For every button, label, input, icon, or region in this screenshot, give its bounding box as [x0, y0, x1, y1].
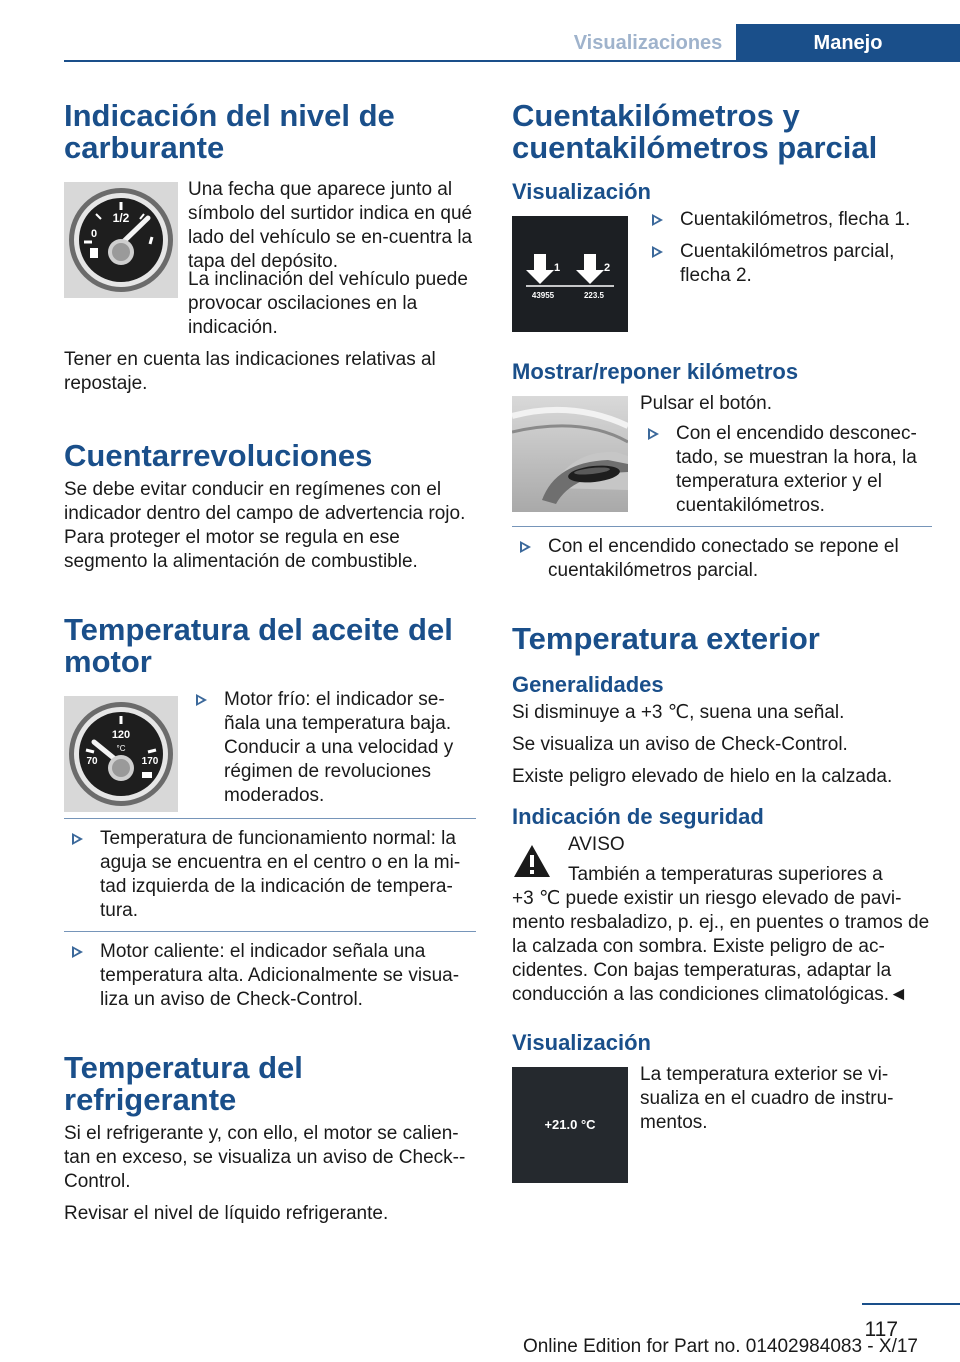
odo-title: Cuentakilómetros y cuentakilómetros parcial: [512, 98, 878, 165]
page-number: 117: [864, 1318, 898, 1341]
odo-fig-num-2: 2: [604, 262, 611, 274]
right-column: [512, 100, 932, 1183]
reset-text: [640, 392, 932, 526]
ext-p2: Se visualiza un aviso de Check-Control.: [512, 734, 848, 755]
oil-gauge-figure: [64, 696, 178, 812]
reset-list-1: [640, 422, 932, 518]
warning-head: [568, 833, 883, 887]
footer-rule: [862, 1303, 960, 1305]
odometer-figure: [512, 216, 628, 332]
fuel-p2: La inclinación del vehículo puede provocar oscilaciones en la indicación.: [188, 269, 468, 338]
footer-edition: Online Edition for Part no. 01402984083 - X/17: [522, 1336, 918, 1357]
oil-gauge-label-70: 70: [86, 756, 98, 767]
section-rev: [64, 440, 476, 574]
fuel-gauge-label-zero: 0: [90, 228, 98, 240]
ext-title: Temperatura exterior: [512, 621, 820, 656]
section-coolant: [64, 1052, 476, 1226]
coolant-title: Temperatura del refrigerante: [64, 1050, 303, 1117]
warning-text-1: También a temperaturas superiores a: [568, 864, 883, 885]
reset-button-figure: [512, 396, 628, 512]
ext-fig-temp: +21.0 °C: [544, 1117, 596, 1132]
odo-sub-reset: Mostrar/reponer kilómetros: [512, 359, 799, 384]
oil-bullet-2: Temperatura de funcionamiento normal: la aguja se encuentra en el centro o en la mi‐tad izquierda de la indicación de tempera‐tura.: [64, 827, 476, 923]
section-odometer: [512, 100, 932, 583]
reset-bullet-1: Con el encendido desconec‐tado, se muestran la hora, la temperatura exterior y el cuentakilómetros.: [640, 422, 932, 518]
reset-press: Pulsar el botón.: [640, 393, 773, 414]
odo-sub-visualizacion: Visualización: [512, 179, 651, 204]
ext-p4: La temperatura exterior se vi‐sualiza en el cuadro de instru‐mentos.: [640, 1064, 894, 1133]
ext-vis-row: [512, 1063, 932, 1183]
ext-p1: Si disminuye a +3 ℃, suena una señal.: [512, 702, 845, 723]
left-column: [64, 100, 476, 1234]
oil-gauge-label-unit: °C: [116, 744, 126, 753]
coolant-p1: Si el refrigerante y, con ello, el motor se calien‐tan en exceso, se visualiza un aviso de Check--Control.: [64, 1123, 466, 1192]
coolant-p2: Revisar el nivel de líquido refrigerante.: [64, 1203, 389, 1224]
section-oil: [64, 614, 476, 1012]
odo-bullet-1: Cuentakilómetros, flecha 1.: [644, 208, 932, 232]
fuel-p3: Tener en cuenta las indicaciones relativas al repostaje.: [64, 349, 436, 394]
reset-bullet-2: Con el encendido conectado se repone el cuentakilómetros parcial.: [512, 535, 932, 583]
rev-title: Cuentarrevoluciones: [64, 438, 373, 473]
ext-sub-safety: Indicación de seguridad: [512, 804, 764, 829]
oil-list-3: [64, 940, 476, 1012]
warning-triangle-icon: [512, 843, 552, 879]
oil-gauge-label-170: 170: [141, 756, 159, 767]
odo-row: [512, 209, 932, 332]
tab-visualizaciones[interactable]: Visualizaciones: [573, 32, 723, 54]
oil-bullet-1: Motor frío: el indicador se‐ñala una temperatura baja. Conducir a una velocidad y régimen de revoluciones moderados.: [188, 688, 476, 808]
fuel-gauge-figure: [64, 182, 178, 298]
section-fuel: [64, 100, 476, 396]
oil-bullet-3: Motor caliente: el indicador señala una temperatura alta. Adicionalmente se visua‐liza un aviso de Check-Control.: [64, 940, 476, 1012]
odo-fig-odo-value: 43955: [531, 291, 555, 300]
fuel-title: Indicación del nivel de carburante: [64, 98, 395, 165]
reset-list-2: [512, 535, 932, 583]
warning-row: [512, 833, 932, 887]
oil-list-1: [188, 688, 476, 816]
warning-title: AVISO: [568, 834, 625, 855]
ext-p3: Existe peligro elevado de hielo en la calzada.: [512, 766, 893, 787]
oil-list-2: [64, 827, 476, 923]
rev-p1: Se debe evitar conducir en regímenes con el indicador dentro del campo de advertencia rojo. Para proteger el motor se regula en ese segmento la alimentación de combustible.: [64, 479, 466, 572]
ext-sub-visualizacion: Visualización: [512, 1030, 651, 1055]
header-rule: [64, 60, 960, 62]
oil-separator-2: [64, 931, 476, 932]
ext-sub-general: Generalidades: [512, 672, 664, 697]
fuel-p1: Una fecha que aparece junto al símbolo del surtidor indica en qué lado del vehículo se en‐cuentra la tapa del depósito.: [188, 179, 473, 272]
odo-list-1: [644, 208, 932, 296]
warning-text-2: +3 ℃ puede existir un riesgo elevado de pavi‐mento resbaladizo, p. ej., en puentes o tramos de la calzada con sombra. Existe peligro de ac‐cidentes. Con bajas temperaturas, adaptar la conducción a las condiciones climatológicas.◄: [512, 888, 930, 1005]
odo-bullet-2: Cuentakilómetros parcial, flecha 2.: [644, 240, 932, 288]
odo-fig-num-1: 1: [554, 262, 561, 274]
reset-separator: [512, 526, 932, 527]
oil-gauge-label-120: 120: [111, 729, 131, 741]
reset-row: [512, 392, 932, 526]
section-exterior-temp: [512, 623, 932, 1183]
oil-row: [64, 689, 476, 816]
oil-title: Temperatura del aceite del motor: [64, 612, 453, 679]
exterior-temp-figure: [512, 1067, 628, 1183]
fuel-gauge-label-half: 1/2: [112, 211, 130, 225]
oil-separator: [64, 818, 476, 819]
tab-manejo[interactable]: Manejo: [736, 24, 960, 62]
odo-fig-trip-value: 223.5: [583, 291, 605, 300]
